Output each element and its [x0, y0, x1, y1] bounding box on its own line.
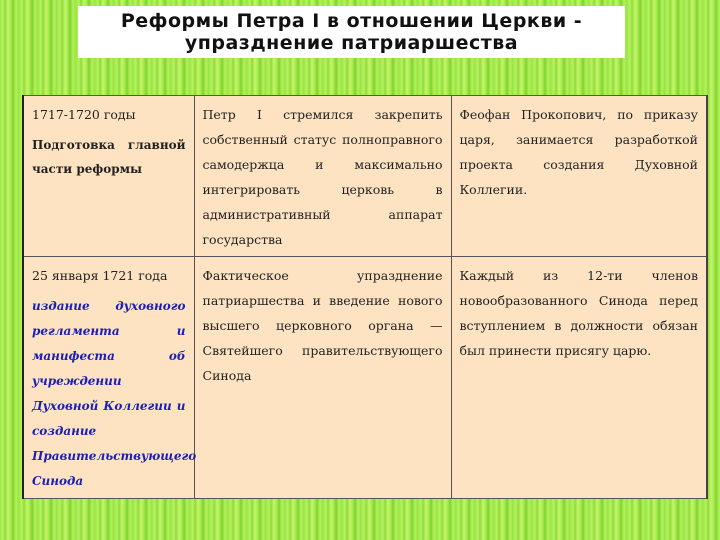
table-cell-description: Петр I стремился закрепить собственный статус полноправного самодержца и максимально интегрировать церковь в административный аппарат государства: [194, 96, 451, 257]
slide-title-line-1: Реформы Петра I в отношении Церкви -: [120, 10, 583, 32]
table-cell-period: [23, 257, 197, 499]
reforms-table: [22, 95, 708, 499]
table-cell-description: Фактическое упразднение патриаршества и введение нового высшего церковного органа — Святейшего правительствующего Синода: [194, 257, 451, 499]
slide-title-line-2: упразднение патриаршества: [184, 32, 519, 54]
period-label: Подготовка главной части реформы: [32, 138, 186, 176]
period-label: издание духовного регламента и манифеста об учреждении Духовной Коллегии и создание Правительствующего Синода: [32, 299, 197, 488]
period-date: 25 января 1721 года: [32, 268, 168, 283]
table-row: [23, 96, 707, 257]
table-cell-details: Феофан Прокопович, по приказу царя, занимается разработкой проекта создания Духовной Коллегии.: [451, 96, 707, 257]
table-cell-period: [23, 96, 194, 257]
slide-title-box: [78, 6, 625, 58]
table-row: [23, 257, 707, 499]
table-cell-details: Каждый из 12-ти членов новообразованного Синода перед вступлением в должности обязан был принести присягу царю.: [451, 257, 707, 499]
period-date: 1717-1720 годы: [32, 107, 136, 122]
